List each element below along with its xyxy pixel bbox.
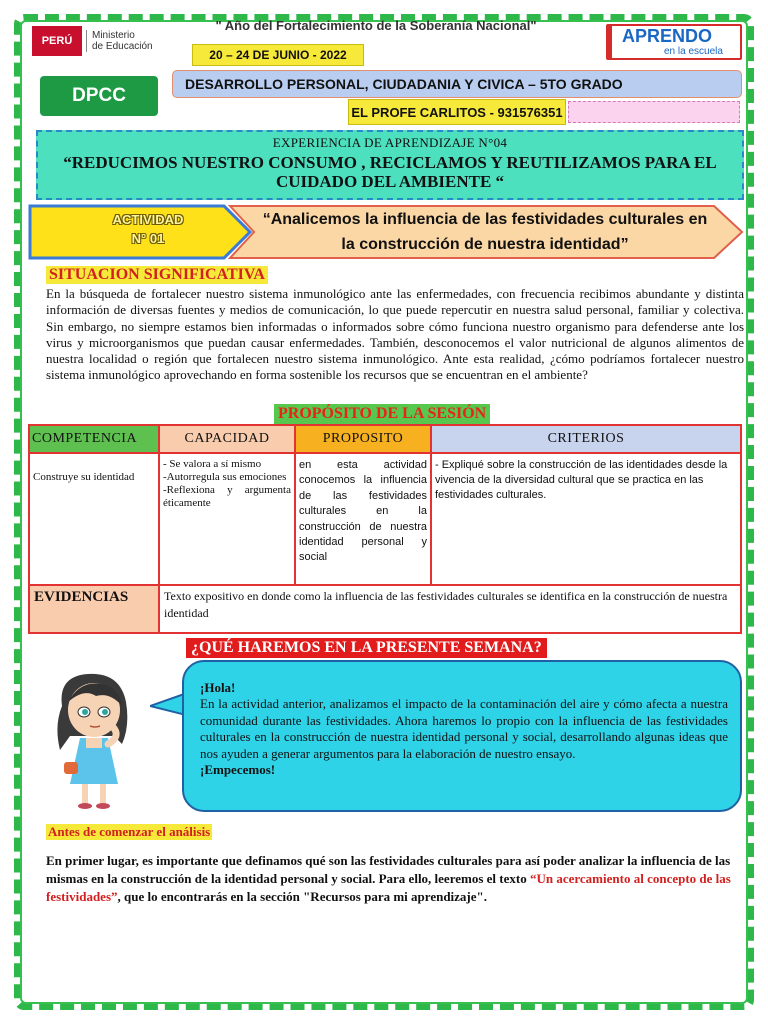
ministry-logo bbox=[32, 22, 182, 60]
header-capacidad: CAPACIDAD bbox=[159, 425, 295, 453]
experience-title: “REDUCIMOS NUESTRO CONSUMO , RECICLAMOS Y REUTILIZAMOS PARA EL CUIDADO DEL AMBIENTE “ bbox=[63, 153, 717, 191]
week-description: En la actividad anterior, analizamos el impacto de la contaminación del aire y cómo afecta a nuestra comunidad durante las festividades. Ahora haremos lo propio con la influencia de las festividades culturales en la construcción de nuestra identidad personal y social, desarrollando algunas ideas que nos ayuden a generar argumentos para la elaboración de nuestro ensayo. bbox=[200, 696, 728, 761]
situation-heading: SITUACION SIGNIFICATIVA bbox=[46, 266, 268, 284]
before-heading: Antes de comenzar el análisis bbox=[48, 824, 211, 839]
closing: ¡Empecemos! bbox=[200, 762, 276, 778]
criterios-cell: - Expliqué sobre la construcción de las identidades desde la vivencia de la diversidad cultural que se practica en las festividades culturales. bbox=[431, 453, 741, 585]
decorative-box bbox=[568, 101, 740, 123]
week-heading: ¿QUÉ HAREMOS EN LA PRESENTE SEMANA? bbox=[186, 638, 547, 658]
activity-banner bbox=[28, 204, 744, 260]
aprendo-logo-subtext: en la escuela bbox=[664, 46, 723, 57]
proposito-cell: en esta actividad conocemos la influencia de las festividades culturales en la construcción de nuestra identidad personal y social bbox=[295, 453, 431, 585]
header-proposito: PROPOSITO bbox=[295, 425, 431, 453]
capacidad-item: -Autorregula sus emociones bbox=[163, 471, 287, 483]
before-text: En primer lugar, es importante que definamos qué son las festividades culturales para así poder analizar la influencia de las mismas en la construcción de la identidad personal y social. Para ello, leeremos el texto “Un acercamiento al concepto de las festividades”, que lo encontrarás en la sección "Recursos para mi aprendizaje". bbox=[46, 853, 731, 904]
ministry-name: Ministerio de Educación bbox=[86, 30, 153, 52]
year-title: " Año del Fortalecimiento de la Soberanía Nacional" bbox=[215, 18, 537, 33]
purpose-table bbox=[28, 424, 742, 634]
header-criterios: CRITERIOS bbox=[431, 425, 741, 453]
aprendo-logo-text: APRENDO bbox=[622, 26, 713, 46]
peru-flag-icon: PERÚ bbox=[32, 26, 82, 56]
experience-number: EXPERIENCIA DE APRENDIZAJE N°04 bbox=[272, 135, 508, 150]
evidencias-label: EVIDENCIAS bbox=[29, 585, 159, 633]
experience-banner bbox=[36, 130, 744, 200]
course-title: DESARROLLO PERSONAL, CIUDADANIA Y CIVICA – 5TO GRADO bbox=[172, 70, 742, 98]
activity-label: ACTIVIDAD N° 01 bbox=[112, 212, 184, 246]
speech-bubble-text bbox=[200, 680, 728, 778]
capacidad-item: - Se valora a sí mismo bbox=[163, 458, 262, 470]
purpose-heading: PROPÓSITO DE LA SESIÓN bbox=[274, 404, 490, 424]
activity-title: “Analicemos la influencia de las festividades culturales en la construcción de nuestra identidad” bbox=[262, 211, 708, 253]
greeting: ¡Hola! bbox=[200, 680, 236, 695]
header-competencia: COMPETENCIA bbox=[29, 425, 159, 453]
area-badge: DPCC bbox=[40, 76, 158, 116]
capacidad-item: -Reflexiona y argumenta éticamente bbox=[163, 484, 291, 509]
evidencias-text: Texto expositivo en donde como la influencia de las festividades culturales se identifica en la construcción de nuestra identidad bbox=[159, 585, 741, 633]
capacidad-cell bbox=[159, 453, 295, 585]
aprendo-logo bbox=[606, 24, 742, 60]
girl-thinking-illustration bbox=[40, 666, 150, 812]
competencia-cell: Construye su identidad bbox=[29, 453, 159, 585]
teacher-contact: EL PROFE CARLITOS - 931576351 bbox=[348, 99, 566, 125]
resource-reference: “Un acercamiento al concepto de las festividades” bbox=[46, 871, 731, 904]
date-range: 20 – 24 DE JUNIO - 2022 bbox=[192, 44, 364, 66]
situation-text: En la búsqueda de fortalecer nuestro sistema inmunológico ante las enfermedades, con frecuencia recibimos abundante y distinta información de diversas fuentes y medios de comunicación, lo que puede repercutir en nuestra salud personal, familiar y colectiva. Sin embargo, no siempre estamos bien informadas o informados sobre cómo funciona nuestro organismo para defenderse ante los virus y microorganismos que puedan causar enfermedades. También, desconocemos el valor nutricional de algunos alimentos de nuestra localidad o región que fortalecen nuestro sistema inmunológico. Ante esta realidad, ¿cómo podríamos fortalecer nuestro sistema inmunológico aprovechando en forma sostenible los recursos que se encuentran en el ambiente? bbox=[46, 286, 744, 383]
